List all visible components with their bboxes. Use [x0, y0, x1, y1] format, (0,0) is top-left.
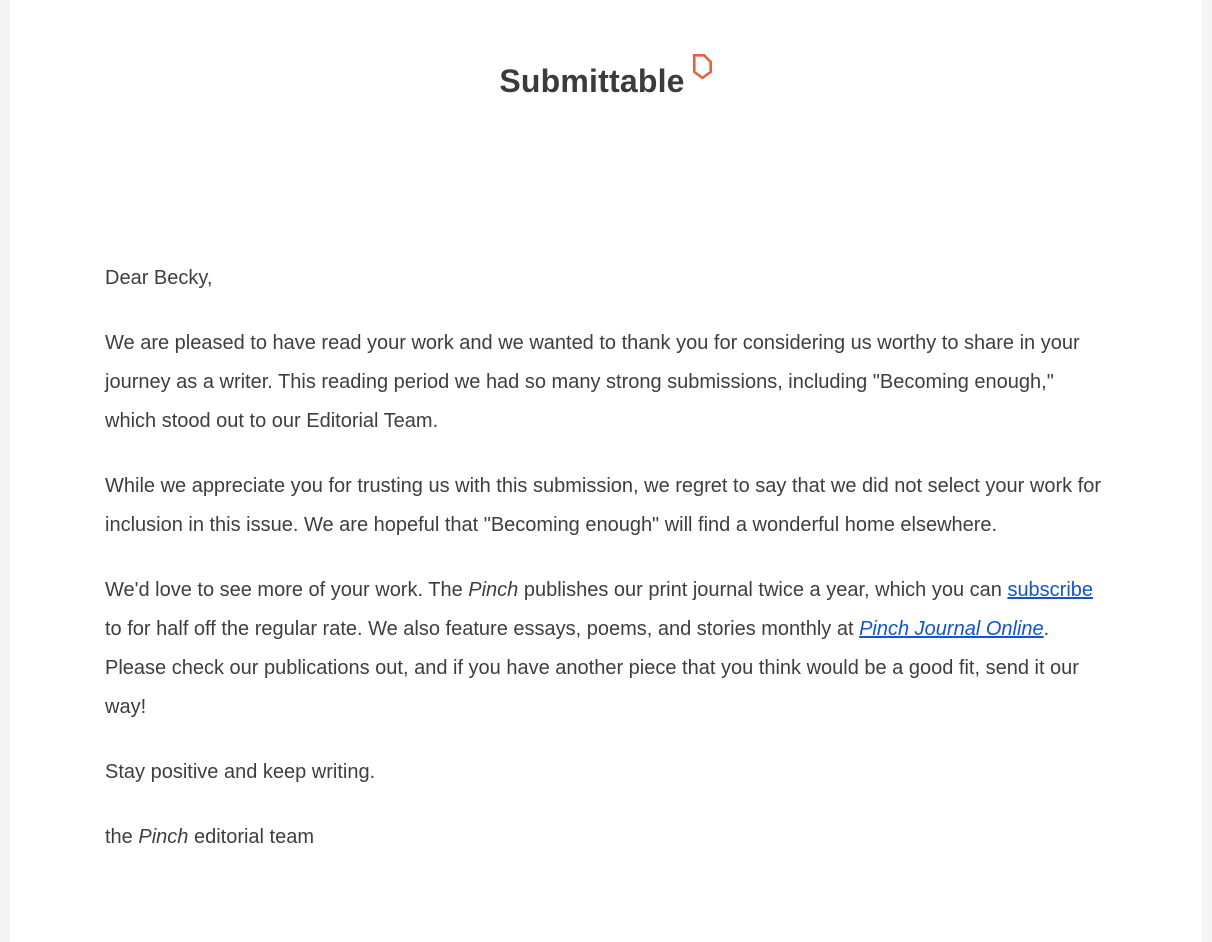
text-segment: While we appreciate you for trusting us with this submission, we regret to say that we did not select your work for inclusion in this issue. We are hopeful that "Becoming enough" will find a wonderful home elsewhere. — [105, 475, 1101, 536]
paragraph-encouragement — [105, 753, 1107, 792]
submittable-wordmark: Submittable — [499, 63, 685, 99]
text-segment: publishes our print journal twice a year, which you can — [518, 579, 1008, 601]
pinch-journal-online-link[interactable]: Pinch Journal Online — [859, 618, 1044, 640]
submittable-logo-link[interactable] — [499, 62, 712, 100]
email-header — [10, 0, 1202, 100]
submittable-shield-icon — [692, 53, 713, 86]
paragraph-invitation — [105, 571, 1107, 727]
paragraph-rejection — [105, 467, 1107, 545]
text-segment: We'd love to see more of your work. The — [105, 579, 469, 601]
subscribe-link[interactable]: subscribe — [1007, 579, 1094, 601]
text-segment: Pinch — [138, 826, 189, 848]
text-segment: editorial team — [188, 826, 315, 848]
email-letter — [10, 259, 1202, 857]
signature — [105, 818, 1107, 857]
email-card — [10, 0, 1202, 942]
paragraph-thanks — [105, 324, 1107, 441]
text-segment: Pinch — [468, 579, 519, 601]
text-segment: Stay positive and keep writing. — [105, 761, 376, 783]
text-segment: to for half off the regular rate. We also feature essays, poems, and stories monthly at — [105, 618, 860, 640]
text-segment: Dear Becky, — [105, 267, 213, 289]
salutation — [105, 259, 1107, 298]
text-segment: We are pleased to have read your work and we wanted to thank you for considering us worthy to share in your journey as a writer. This reading period we had so many strong submissions, including "Becoming enough," which stood out to our Editorial Team. — [105, 332, 1080, 432]
text-segment: the — [105, 826, 139, 848]
text-segment: . Please check our publications out, and if you have another piece that you think would be a good fit, send it our way! — [105, 618, 1079, 718]
